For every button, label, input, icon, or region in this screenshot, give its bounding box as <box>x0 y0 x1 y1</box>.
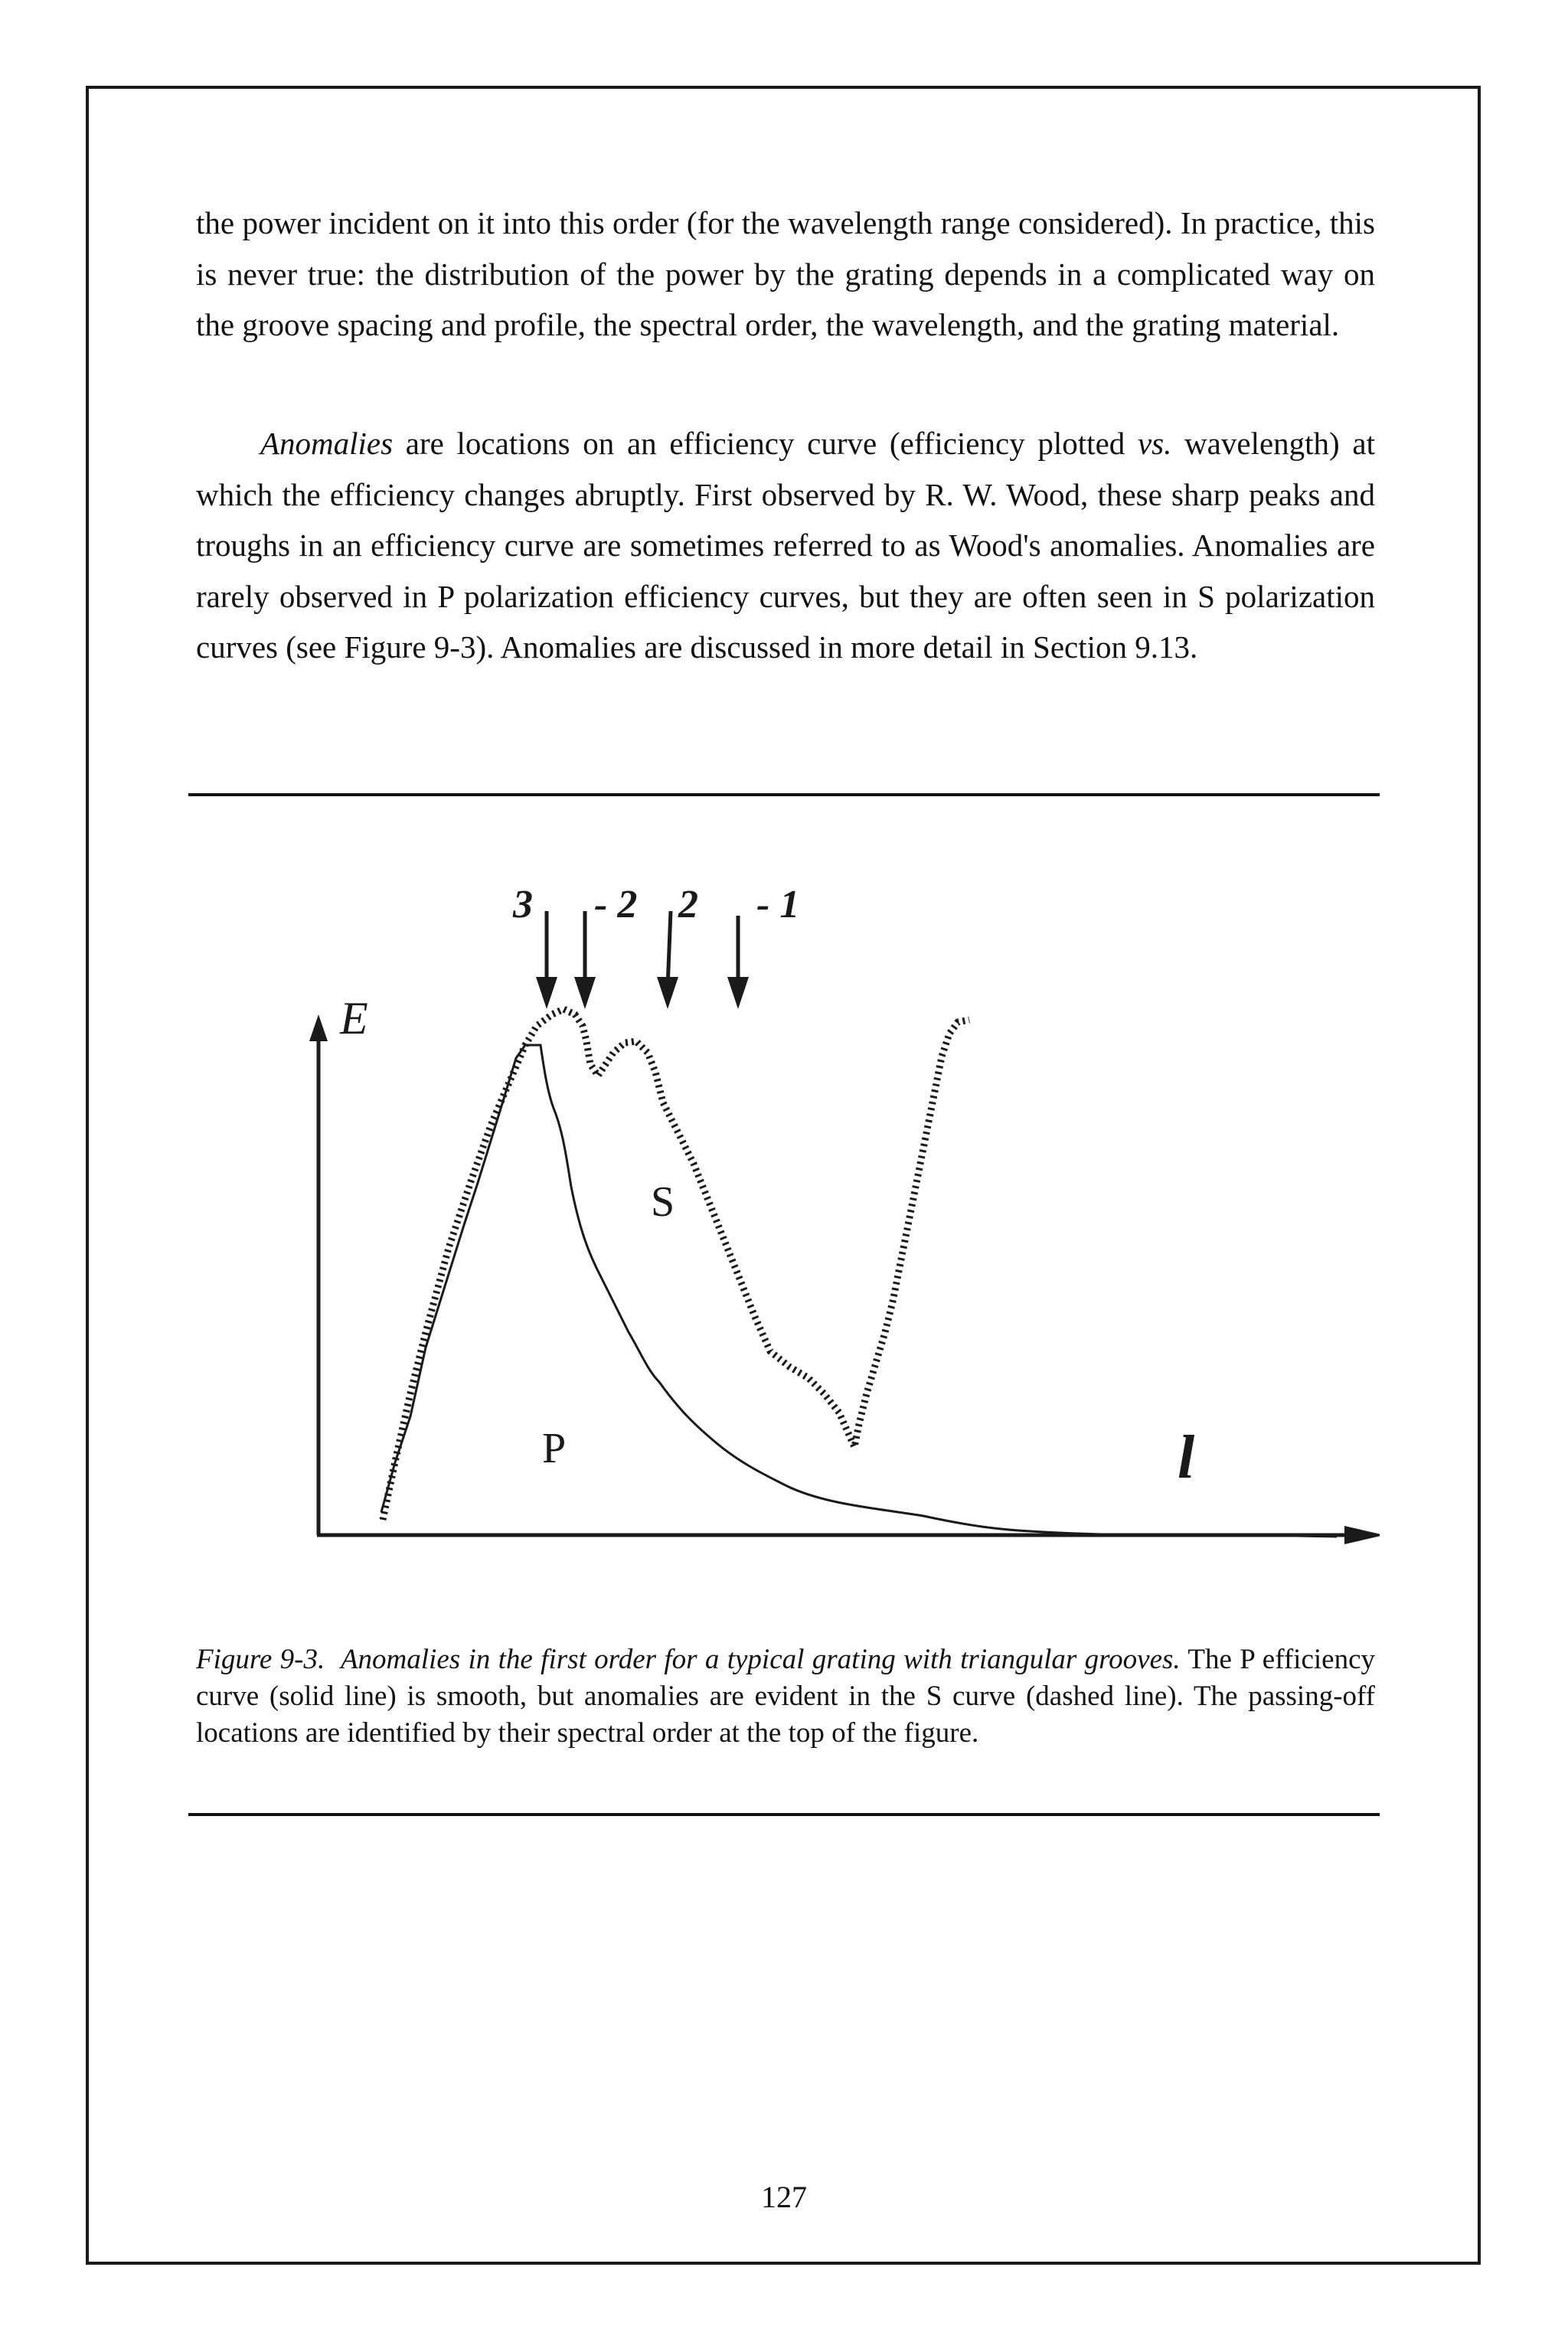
paragraph-1 <box>196 198 1375 351</box>
y-axis-arrowhead <box>309 1014 328 1041</box>
figure-caption <box>196 1642 1375 1752</box>
caption-description: The P efficiency curve (solid line) is smooth, but anomalies are evident in the S curve (dashed line). The passing-off locations are identified by their spectral order at the top of the figure. <box>196 1644 1376 1749</box>
caption-figure-label: Figure 9-3. <box>196 1644 325 1675</box>
y-axis-label: E <box>340 993 368 1044</box>
order-label-minus-2: - 2 <box>594 883 638 926</box>
figure-bottom-rule <box>188 1813 1380 1816</box>
caption-italic-title: Anomalies in the first order for a typical grating with triangular grooves. <box>340 1644 1181 1675</box>
paragraph-2-text <box>196 418 1375 673</box>
order-label-2: 2 <box>678 883 698 926</box>
order-label-minus-1: - 1 <box>756 883 800 926</box>
figure-top-rule <box>188 793 1380 796</box>
x-axis-arrowhead <box>1344 1526 1380 1544</box>
page-number: 127 <box>761 2180 807 2214</box>
paragraph-1-text: the power incident on it into this order (for the wavelength range considered). In practice, this is never true: the distribution of the power by the grating depends in a complicated way on the groove spacing and profile, the spectral order, the wavelength, and the grating material. <box>196 205 1375 342</box>
order-arrowhead-3 <box>536 977 557 1009</box>
order-arrowhead-minus-2 <box>574 977 596 1009</box>
order-arrow-2 <box>668 911 671 988</box>
caption-text <box>196 1642 1375 1752</box>
s-curve <box>383 1009 969 1520</box>
paragraph-2-part-a: are locations on an efficiency curve (efficiency plotted <box>393 426 1138 461</box>
order-arrowhead-2 <box>657 977 678 1009</box>
p-curve-label: P <box>542 1425 567 1472</box>
x-axis-label: l <box>1178 1424 1195 1491</box>
efficiency-diagram <box>188 842 1380 1577</box>
paragraph-2 <box>196 418 1375 673</box>
paragraph-2-part-b: wavelength) at which the efficiency changes abruptly. First observed by R. W. Wood, these sharp peaks and troughs in an efficiency curve are sometimes referred to as Wood's anomalies. Anomalies are rarely observed in P polarization efficiency curves, but they are often seen in S polarization curves (see Figure 9-3). Anomalies are discussed in more detail in Section 9.13. <box>196 426 1375 665</box>
anomalies-term: Anomalies <box>260 426 394 461</box>
s-curve-label: S <box>651 1178 675 1226</box>
order-arrowhead-minus-1 <box>727 977 749 1009</box>
order-label-3: 3 <box>513 883 533 926</box>
figure-9-3 <box>188 842 1380 1577</box>
vs-abbrev: vs. <box>1137 426 1172 461</box>
